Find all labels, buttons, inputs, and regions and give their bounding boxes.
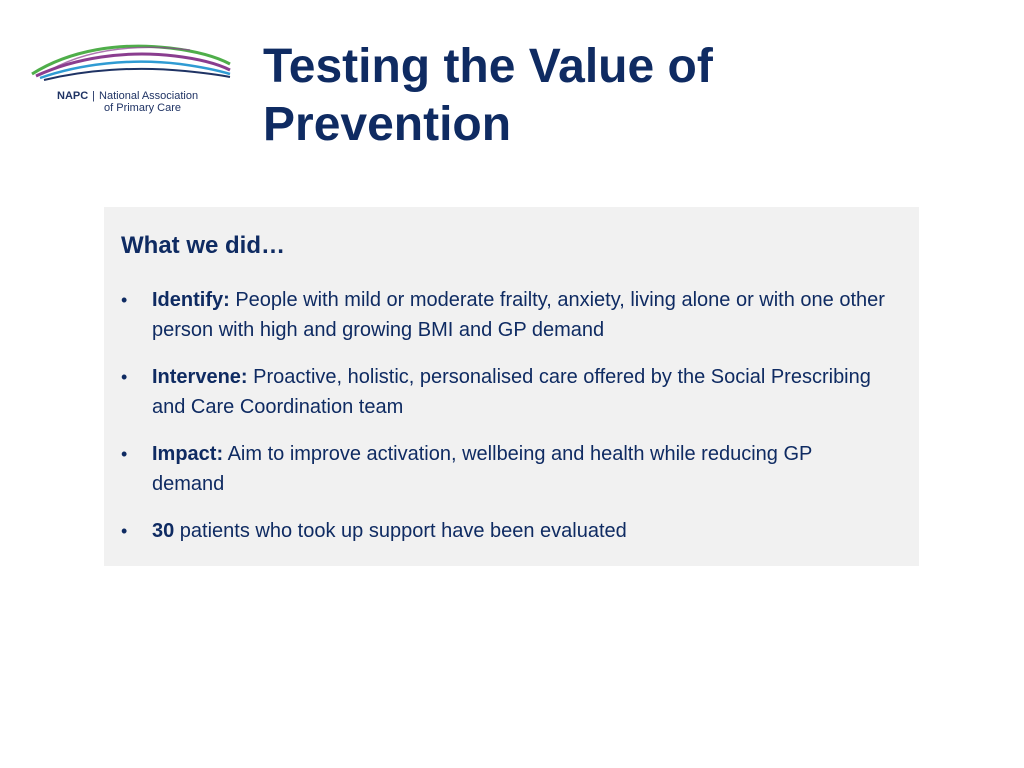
box-heading: What we did… — [121, 232, 285, 259]
bullet-label: Identify: — [152, 289, 230, 311]
logo-text-line1 — [57, 90, 198, 102]
bullet-icon: • — [121, 367, 128, 387]
slide-title: Testing the Value of Prevention — [263, 40, 713, 151]
bullet-text: People with mild or moderate frailty, anxiety, living alone or with one other person with high and growing BMI and GP demand — [152, 289, 885, 341]
logo-org-name-line2: of Primary Care — [104, 102, 182, 114]
list-item — [121, 516, 889, 546]
bullet-icon: • — [121, 290, 128, 310]
list-item — [121, 362, 889, 422]
logo-text — [57, 90, 198, 114]
bullet-text: Proactive, holistic, personalised care offered by the Social Prescribing and Care Coordination team — [152, 366, 871, 418]
logo-separator: | — [92, 90, 96, 102]
bullet-label: Intervene: — [152, 366, 248, 388]
napc-logo — [30, 40, 240, 120]
napc-wave-logo-icon — [30, 40, 235, 85]
bullet-icon: • — [121, 521, 128, 541]
logo-org-name-line1: National Association — [99, 90, 199, 102]
list-item — [121, 439, 889, 499]
bullet-icon: • — [121, 444, 128, 464]
bullet-text: Aim to improve activation, wellbeing and health while reducing GP demand — [152, 443, 812, 495]
list-item — [121, 285, 889, 345]
content-box — [104, 207, 919, 566]
bullet-text: patients who took up support have been evaluated — [174, 520, 627, 542]
bullet-label: 30 — [152, 520, 175, 542]
logo-abbr: NAPC — [57, 90, 89, 102]
bullet-list — [121, 285, 889, 546]
bullet-label: Impact: — [152, 443, 224, 465]
